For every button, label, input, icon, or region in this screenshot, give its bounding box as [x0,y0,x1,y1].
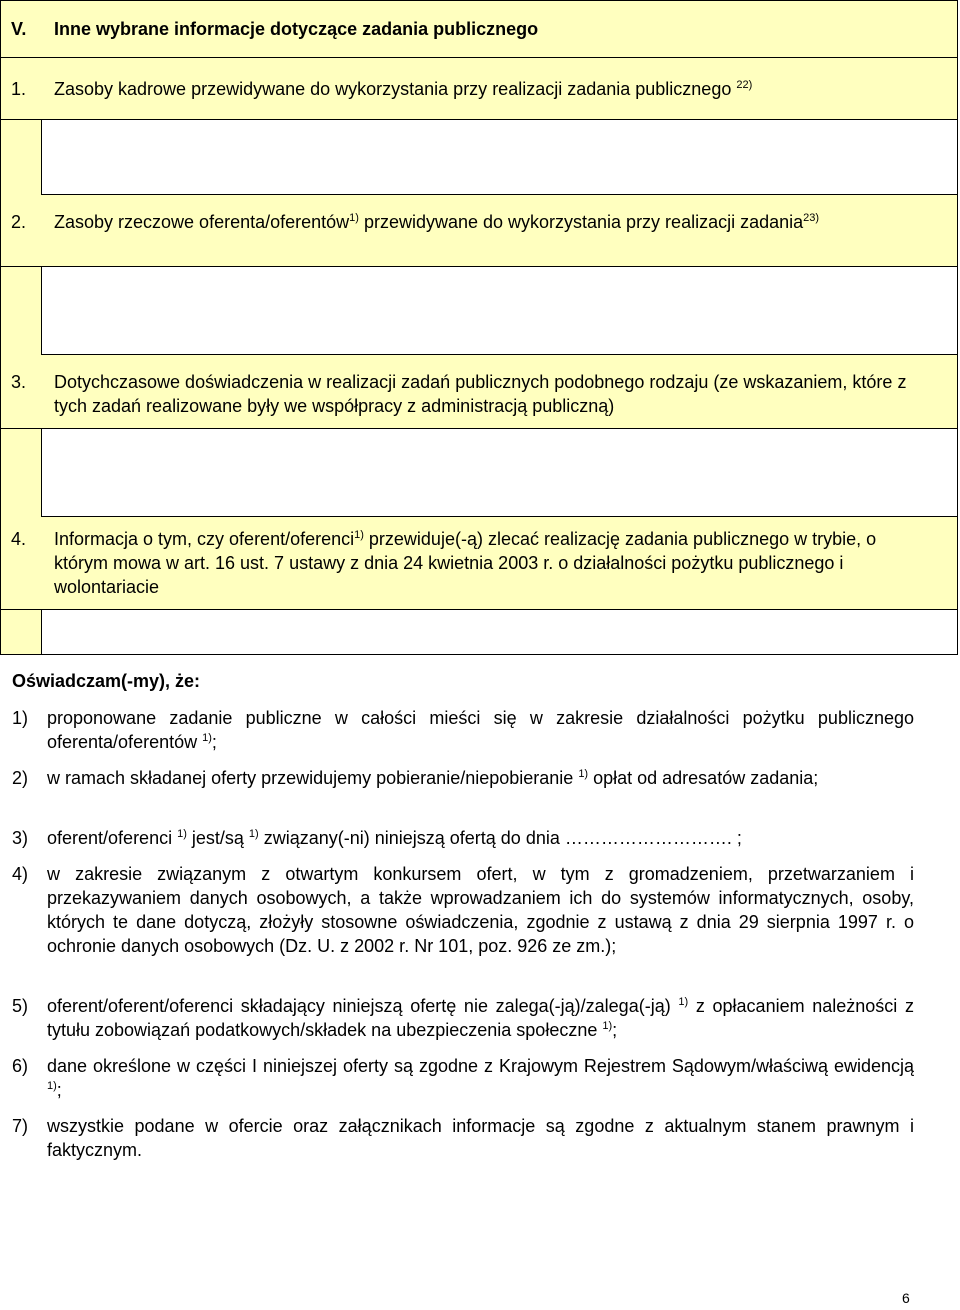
item-number: 5) [12,996,29,1016]
declaration-item-7 [12,1114,914,1162]
item-text: proponowane zadanie publiczne w całości mieści się w zakresie działalności pożytku publicznego oferenta/oferentów $^{1)}$; [47,708,914,752]
section-table [0,0,958,655]
item-number: 7) [12,1116,29,1136]
item-text: w ramach składanej oferty przewidujemy pobieranie/niepobieranie $^{1)}$ opłat od adresatów zadania; [47,768,819,788]
footnote-ref: 1) [349,212,359,224]
row-3-number: 3. [11,372,27,392]
section-number: V. [11,19,27,39]
item-text: w zakresie związanym z otwartym konkursem ofert, w tym z gromadzeniem, przetwarzaniem i przekazywaniem danych osobowych, a także wprowadzaniem ich do systemów informatycznych, osoby, których te dane dotyczą, złożyły stosowne oświadczenia, zgodnie z ustawą z dnia 29 sierpnia 1997 r. o ochronie danych osobowych (Dz. U. z 2002 r. Nr 101, poz. 926 ze zm.); [47,864,914,956]
footnote-ref: 1) [354,529,364,541]
item-number: 2) [12,768,29,788]
row-3-answer-field[interactable] [42,429,957,517]
row-4-title: Informacja o tym, czy oferent/oferenci$^{1)}$ przewiduje(-ą) zlecać realizację zadania publicznego w trybie, o którym mowa w art. 16 ust. 7 ustawy z dnia 24 kwietnia 2003 r. o działalności pożytku publicznego i wolontariacie [54,529,877,597]
item-text: oferent/oferent/oferenci składający niniejszą ofertę nie zalega(-ją)/zalega(-ją) $^{1)}$ z opłacaniem należności z tytułu zobowiązań podatkowych/składek na ubezpieczenia społeczne $^{1)}$; [47,996,914,1040]
footnote-ref: 1) [602,1020,613,1032]
row-4-header [1,517,957,610]
row-1-header [1,58,957,120]
row-4-answer-field[interactable] [42,610,957,654]
row-2-answer-field[interactable] [42,267,957,355]
section-title: Inne wybrane informacje dotyczące zadania publicznego [54,19,539,39]
footnote-ref: 1) [248,828,259,840]
item-text: dane określone w części I niniejszej oferty są zgodne z Krajowym Rejestrem Sądowym/właściwą ewidencją $^{1)}$; [47,1056,914,1100]
declaration-title: Oświadczam(-my), że: [12,671,201,691]
item-number: 4) [12,864,29,884]
row-3-header [1,355,957,429]
row-3-title: Dotychczasowe doświadczenia w realizacji zadań publicznych podobnego rodzaju (ze wskazaniem, które z tych zadań realizowane były we współpracy z administracją publiczną) [54,372,907,416]
item-number: 6) [12,1056,29,1076]
footnote-ref: 1) [578,768,589,780]
footnote-ref: 1) [47,1080,57,1092]
item-number: 3) [12,828,29,848]
row-2-header [1,195,957,267]
row-1-title: Zasoby kadrowe przewidywane do wykorzystania przy realizacji zadania publicznego $^{22)}$ [54,79,753,99]
row-4-number: 4. [11,529,27,549]
row-1-answer-field[interactable] [42,120,957,195]
item-text: oferent/oferenci $^{1)}$ jest/są $^{1)}$ związany(-ni) niniejszą ofertą do dnia ………………………. ; [47,828,742,848]
row-2-title: Zasoby rzeczowe oferenta/oferentów$^{1)}$ przewidywane do wykorzystania przy realizacji zadania$^{23)}$ [54,212,820,232]
declaration-item-1 [12,706,914,754]
item-text: wszystkie podane w ofercie oraz załącznikach informacje są zgodne z aktualnym stanem prawnym i faktycznym. [47,1116,914,1160]
row-1-number: 1. [11,79,27,99]
footnote-ref: 1) [177,828,187,840]
page-number: 6 [902,1290,910,1306]
row-2-number: 2. [11,212,27,232]
footnote-ref: 1) [678,996,689,1008]
footnote-ref: 22) [736,79,753,91]
declaration-item-6 [12,1054,914,1102]
item-number: 1) [12,708,29,728]
declaration-item-2 [12,766,914,790]
declaration-item-4 [12,862,914,958]
declaration-item-5 [12,994,914,1042]
declaration-item-3 [12,826,914,850]
section-header-row [1,1,957,58]
footnote-ref: 1) [202,732,212,744]
footnote-ref: 23) [803,212,820,224]
